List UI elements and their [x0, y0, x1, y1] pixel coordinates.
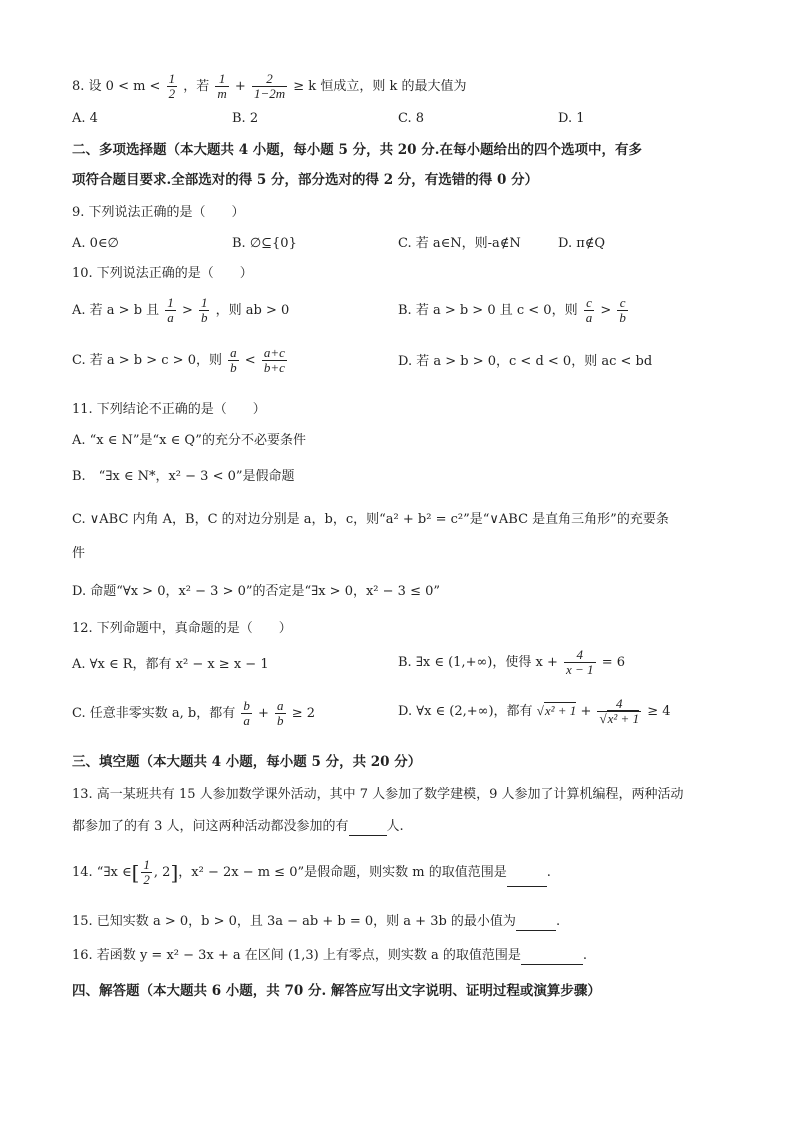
fraction: $\frac{4}{x - 1}$: [566, 647, 594, 677]
fraction: $\frac{1}{2}$: [168, 71, 176, 101]
fraction: $\frac{a}{b}$: [230, 345, 237, 375]
q9-stem: 9. 下列说法正确的是（ ）: [72, 205, 245, 220]
q10-option-b: B. 若 a > b > 0 且 c < 0，则 $\frac{c}{a}$ > $\frac{c}{b}$: [398, 295, 626, 325]
q11-option-b: B. “∃x ∈ N*，x² − 3 < 0”是假命题: [72, 469, 295, 484]
q11-option-c: C. ∨ABC 内角 A，B，C 的对边分别是 a，b，c，则“a² + b² = c²”是“∨ABC 是直角三角形”的充要条: [72, 512, 669, 527]
q8-stem: 8. 设 0 < m < $\frac{1}{2}$ ，若 $\frac{1}{m}$ + $\frac{2}{1-2m}$ ≥ k 恒成立，则 k 的最大值为: [72, 71, 467, 101]
q11-option-d: D. 命题“∀x > 0，x² − 3 > 0”的否定是“∃x > 0，x² − 3 ≤ 0”: [72, 584, 441, 599]
fraction: $\frac{2}{1-2m}$: [253, 71, 286, 101]
q11-stem: 11. 下列结论不正确的是（ ）: [72, 402, 266, 417]
q12-option-c: C. 任意非零实数 a, b，都有 $\frac{b}{a}$ + $\frac{a}{b}$ ≥ 2: [72, 698, 315, 728]
q9-option-c: C. 若 a∈N，则-a∉N: [398, 236, 521, 251]
section-4-heading: 四、解答题（本大题共 6 小题，共 70 分. 解答应写出文字说明、证明过程或演算步骤）: [72, 983, 601, 999]
q12-option-a: A. ∀x ∈ R，都有 x² − x ≥ x − 1: [72, 657, 269, 672]
q10-option-c: C. 若 a > b > c > 0，则 $\frac{a}{b}$ < $\frac{a+c}{b+c}$: [72, 345, 285, 375]
fraction: $\frac{1}{2}$: [143, 857, 150, 887]
q10-option-a: A. 若 a > b 且 $\frac{1}{a}$ > $\frac{1}{b}$ ，则 ab > 0: [72, 295, 290, 325]
q14-stem: 14. “∃x ∈[ $\frac{1}{2}$ , 2]，x² − 2x − m ≤ 0”是假命题，则实数 m 的取值范围是 .: [72, 857, 551, 887]
fraction: $\frac{c}{a}$: [585, 295, 593, 325]
answer-blank: [349, 817, 387, 836]
fraction: $\frac{1}{a}$: [167, 295, 174, 325]
q10-option-d: D. 若 a > b > 0，c < d < 0，则 ac < bd: [398, 354, 653, 369]
q13-line-2: 都参加了的有 3 人，问这两种活动都没参加的有 人.: [72, 819, 404, 834]
q11-option-c-cont: 件: [72, 546, 86, 561]
fraction: $\frac{1}{m}$: [217, 71, 227, 101]
fraction: $\frac{c}{b}$: [619, 295, 626, 325]
answer-blank: [521, 946, 583, 965]
section-2-heading: 二、多项选择题（本大题共 4 小题，每小题 5 分，共 20 分.在每小题给出的四个选项中，有多: [72, 142, 642, 158]
section-2-heading-cont: 项符合题目要求.全部选对的得 5 分，部分选对的得 2 分，有选错的得 0 分）: [72, 172, 539, 188]
q11-option-a: A. “x ∈ N”是“x ∈ Q”的充分不必要条件: [72, 433, 306, 448]
section-3-heading: 三、填空题（本大题共 4 小题，每小题 5 分，共 20 分）: [72, 754, 422, 770]
q8-option-a: A. 4: [72, 111, 98, 126]
q9-option-a: A. 0∈∅: [72, 236, 119, 251]
fraction: $\frac{a}{b}$: [277, 698, 284, 728]
fraction: $\frac{a+c}{b+c}$: [263, 345, 285, 375]
q10-stem: 10. 下列说法正确的是（ ）: [72, 266, 253, 281]
q12-stem: 12. 下列命题中，真命题的是（ ）: [72, 621, 292, 636]
q8-option-b: B. 2: [232, 111, 259, 126]
answer-blank: [516, 912, 556, 931]
fraction: $\frac{1}{b}$: [200, 295, 208, 325]
q9-option-b: B. ∅⊆{0}: [232, 236, 297, 251]
fraction: $\frac{4}{\text{√x² + 1}}$: [599, 696, 640, 726]
fraction: $\frac{b}{a}$: [243, 698, 250, 728]
q8-option-c: C. 8: [398, 111, 425, 126]
q12-option-d: D. ∀x ∈ (2,+∞)，都有 √x² + 1 + $\frac{4}{\text{√x² + 1}}$ ≥ 4: [398, 696, 671, 726]
q15-stem: 15. 已知实数 a > 0，b > 0，且 3a − ab + b = 0，则 a + 3b 的最小值为 .: [72, 914, 561, 929]
q13-line-1: 13. 高一某班共有 15 人参加数学课外活动，其中 7 人参加了数学建模，9 人参加了计算机编程，两种活动: [72, 787, 684, 802]
q8-option-d: D. 1: [558, 111, 585, 126]
q16-stem: 16. 若函数 y = x² − 3x + a 在区间 (1,3) 上有零点，则实数 a 的取值范围是 .: [72, 948, 588, 963]
q9-option-d: D. π∉Q: [558, 236, 606, 251]
q12-option-b: B. ∃x ∈ (1,+∞)，使得 x + $\frac{4}{x - 1}$ = 6: [398, 647, 625, 677]
answer-blank: [507, 868, 547, 887]
